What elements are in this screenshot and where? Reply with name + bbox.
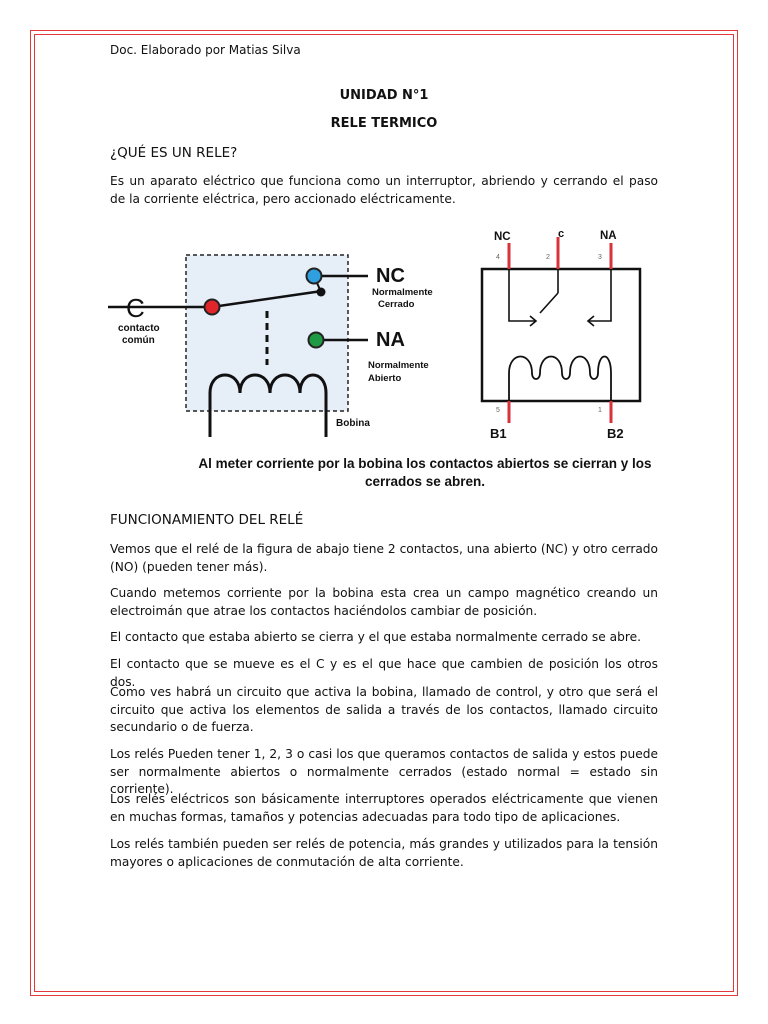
paragraph-output-contacts: Los relés Pueden tener 1, 2, 3 o casi los que queramos contactos de salida y estos puede ser normalmente abiertos o normalmente cerrados (estado normal = estado sin corriente). — [110, 747, 658, 796]
na-label: NA — [376, 329, 405, 351]
c-label: C — [126, 293, 145, 323]
pin-5-number: 5 — [496, 407, 500, 414]
paragraph-contacts: Vemos que el relé de la figura de abajo tiene 2 contactos, una abierto (NC) y otro cerrado (NO) (pueden tener más). — [110, 542, 658, 574]
paragraph-moving-contact: El contacto que se mueve es el C y es el que hace que cambien de posición los otros dos. — [110, 657, 658, 689]
na-desc-line2: Abierto — [368, 373, 402, 384]
nc-desc-line2: Cerrado — [378, 299, 415, 310]
pin-2-number: 2 — [546, 254, 550, 261]
topic-title: RELE TERMICO — [330, 116, 438, 131]
relay-body-box — [482, 269, 640, 401]
pinout-b1-label: B1 — [490, 426, 507, 441]
pinout-b2-label: B2 — [607, 426, 624, 441]
bobina-label: Bobina — [336, 418, 370, 429]
comun-label: común — [122, 335, 155, 346]
pin-4-number: 4 — [496, 254, 500, 261]
c-contact-dot — [205, 300, 220, 315]
na-contact-dot — [309, 333, 324, 348]
paragraph-contact-switch: El contacto que estaba abierto se cierra y el que estaba normalmente cerrado se abre. — [110, 630, 641, 644]
relay-schematic-left — [108, 255, 433, 437]
paragraph-power-relays: Los relés también pueden ser relés de potencia, más grandes y utilizados para la tensión mayores o aplicaciones de conmutación de alta corriente. — [110, 837, 658, 869]
unit-title: UNIDAD N°1 — [339, 88, 429, 103]
pinout-nc-label: NC — [494, 231, 511, 243]
document-author: Doc. Elaborado por Matias Silva — [110, 43, 301, 57]
pinout-c-label: c — [558, 228, 565, 240]
paragraph-definition: Es un aparato eléctrico que funciona como un interruptor, abriendo y cerrando el paso de la corriente eléctrica, pero accionado eléctricamente. — [110, 174, 658, 206]
relay-figure — [100, 215, 660, 455]
contacto-label: contacto — [118, 323, 160, 334]
paragraph-circuits: Como ves habrá un circuito que activa la bobina, llamado de control, y otro que será el circuito que activa los elementos de salida a través de los contactos, llamado circuito secundario o de fuerza. — [110, 685, 658, 734]
nc-contact-dot — [307, 269, 322, 284]
nc-label: NC — [376, 265, 405, 287]
figure-caption: Al meter corriente por la bobina los contactos abiertos se cierran y los cerrados se abren. — [198, 456, 652, 489]
section-heading-what-is: ¿QUÉ ES UN RELE? — [110, 145, 238, 161]
na-desc-line1: Normalmente — [368, 360, 429, 371]
relay-pinout-right — [482, 228, 640, 441]
pinout-na-label: NA — [600, 230, 617, 242]
paragraph-magnetic-field: Cuando metemos corriente por la bobina esta crea un campo magnético creando un electroimán que atrae los contactos haciéndolos cambiar de posición. — [110, 586, 658, 618]
paragraph-electric-relays: Los relés eléctricos son básicamente interruptores operados eléctricamente que vienen en muchas formas, tamaños y potencias adecuadas para todo tipo de aplicaciones. — [110, 792, 658, 824]
nc-desc-line1: Normalmente — [372, 287, 433, 298]
pin-3-number: 3 — [598, 254, 602, 261]
pin-1-number: 1 — [598, 407, 602, 414]
section-heading-functioning: FUNCIONAMIENTO DEL RELÉ — [110, 512, 304, 528]
